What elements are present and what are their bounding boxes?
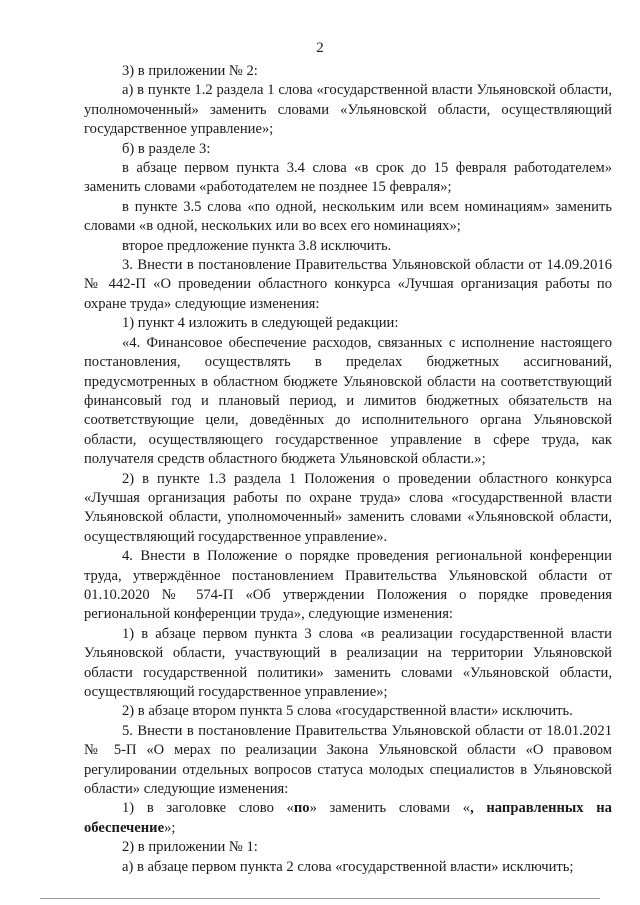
paragraph: а) в пункте 1.2 раздела 1 слова «государственной власти Ульяновской области, уполномоченный» заменить словами «Ульяновской области, осуществляющий государственное управление»; <box>84 82 612 138</box>
paragraph: 2) в пункте 1.3 раздела 1 Положения о проведении областного конкурса «Лучшая организация работы по охране труда» слова «государственной власти Ульяновской области, уполномоченный» заменить словами «Ульяновской области, осуществляющий государственное управление». <box>84 470 612 545</box>
paragraph: в абзаце первом пункта 3.4 слова «в срок до 15 февраля работодателем» заменить словами «работодателем не позднее 15 февраля»; <box>84 160 612 196</box>
paragraph: б) в разделе 3: <box>122 140 211 157</box>
text-span: »; <box>164 819 176 836</box>
paragraph: 1) пункт 4 изложить в следующей редакции: <box>122 315 399 332</box>
text-span: » заменить словами « <box>309 800 471 817</box>
document-body <box>84 62 612 877</box>
page-number: 2 <box>316 40 324 56</box>
bold-text: , направленных на обеспечение <box>84 800 612 836</box>
paragraph: «4. Финансовое обеспечение расходов, связанных с исполнение настоящего постановления, осуществлять в пределах бюджетных ассигнований, предусмотренных в областном бюджете Ульяновской области на соответствующий финансовый год и плановый период, и лимитов бюджетных обязательств на соответствующие цели, доведённых до исполнительного органа Ульяновской области, осуществляющего государственное управление в сфере труда, как получателя средств областного бюджета Ульяновской области.»; <box>84 334 612 468</box>
text-span: 1) в заголовке слово « <box>122 800 294 817</box>
paragraph: 1) в абзаце первом пункта 3 слова «в реализации государственной власти Ульяновской области, участвующий в реализации на территории Ульяновской области государственной политики» заменить словами «Ульяновской области, осуществляющий государственное управление»; <box>84 625 612 700</box>
scan-edge-line <box>40 898 600 899</box>
paragraph: 4. Внести в Положение о порядке проведения региональной конференции труда, утверждённое постановлением Правительства Ульяновской области от 01.10.2020 № 574-П «Об утверждении Положения о порядке проведения региональной конференции труда», следующие изменения: <box>84 548 612 623</box>
paragraph: 3) в приложении № 2: <box>122 63 258 79</box>
paragraph: а) в абзаце первом пункта 2 слова «государственной власти» исключить; <box>122 858 574 875</box>
bold-text: по <box>293 800 310 817</box>
paragraph: 2) в приложении № 1: <box>122 839 258 856</box>
paragraph: 3. Внести в постановление Правительства Ульяновской области от 14.09.2016 № 442-П «О проведении областного конкурса «Лучшая организация работы по охране труда» следующие изменения: <box>84 257 612 312</box>
paragraph: второе предложение пункта 3.8 исключить. <box>122 237 392 254</box>
paragraph-bold-amendment <box>84 799 612 838</box>
paragraph: в пункте 3.5 слова «по одной, нескольким или всем номинациям» заменить словами «в одной, нескольких или во всех его номинациях»; <box>84 198 612 235</box>
paragraph: 2) в абзаце втором пункта 5 слова «государственной власти» исключить. <box>122 703 573 720</box>
paragraph: 5. Внести в постановление Правительства Ульяновской области от 18.01.2021 № 5-П «О мерах по реализации Закона Ульяновской области «О правовом регулировании отдельных вопросов статуса молодых специалистов в Ульяновской области» следующие изменения: <box>84 722 612 798</box>
